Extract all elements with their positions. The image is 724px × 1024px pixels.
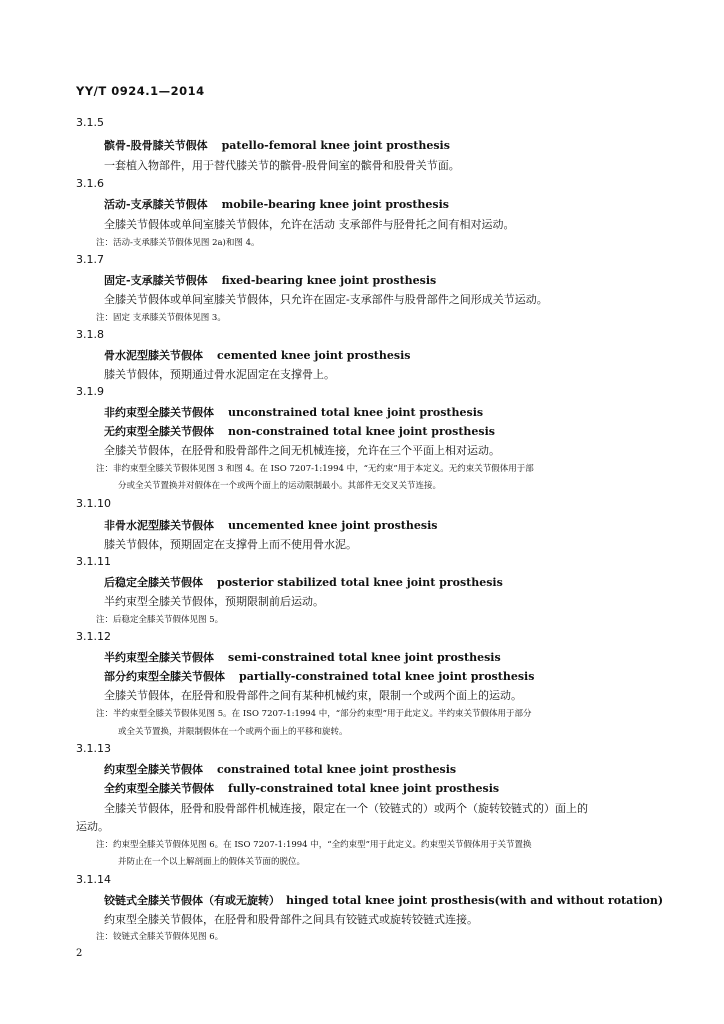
note-continuation: 分或全关节置换并对假体在一个或两个面上的运动限制最小。其部件无交叉关节连接。: [118, 481, 442, 491]
section-number: 3.1.8: [76, 328, 104, 341]
definition: 膝关节假体，预期通过骨水泥固定在支撑骨上。: [104, 368, 335, 381]
section-number: 3.1.11: [76, 555, 111, 568]
term-cn: 无约束型全膝关节假体: [104, 425, 214, 438]
note-continuation: 并防止在一个以上解剖面上的假体关节面的脱位。: [118, 857, 306, 867]
section-number: 3.1.5: [76, 116, 104, 129]
term-heading: [104, 404, 483, 420]
definition-continuation: 运动。: [76, 820, 109, 833]
term-cn: 后稳定全膝关节假体: [104, 576, 203, 589]
note: 注：铰链式全膝关节假体见图 6。: [96, 932, 224, 942]
term-heading: [104, 892, 663, 908]
term-heading: [104, 649, 501, 665]
term-heading: [104, 574, 503, 590]
section-number: 3.1.13: [76, 742, 111, 755]
note: 注：固定 支承膝关节假体见图 3。: [96, 313, 226, 323]
term-cn: 铰链式全膝关节假体（有或无旋转）: [104, 894, 280, 907]
term-en: semi-constrained total knee joint prosthesis: [228, 651, 501, 664]
page-number: 2: [76, 948, 83, 959]
definition: 全膝关节假体或单间室膝关节假体，允许在活动 支承部件与胫骨托之间有相对运动。: [104, 218, 515, 231]
term-heading: [104, 137, 450, 153]
term-en: non-constrained total knee joint prosthesis: [228, 425, 495, 438]
term-heading: [104, 196, 449, 212]
term-en: unconstrained total knee joint prosthesis: [228, 406, 484, 419]
term-cn: 全约束型全膝关节假体: [104, 782, 214, 795]
definition: 全膝关节假体或单间室膝关节假体，只允许在固定-支承部件与股骨部件之间形成关节运动。: [104, 293, 548, 306]
term-en: mobile-bearing knee joint prosthesis: [221, 198, 449, 211]
definition: 一套植入物部件，用于替代膝关节的髌骨-股骨间室的髌骨和股骨关节面。: [104, 159, 460, 172]
term-en: cemented knee joint prosthesis: [217, 349, 411, 362]
term-heading-alt: [104, 668, 534, 684]
term-en: partially-constrained total knee joint prosthesis: [239, 670, 535, 683]
term-cn: 约束型全膝关节假体: [104, 763, 203, 776]
term-cn: 非骨水泥型膝关节假体: [104, 519, 214, 532]
definition: 全膝关节假体，胫骨和股骨部件机械连接，限定在一个（铰链式的）或两个（旋转铰链式的）面上的: [104, 802, 588, 815]
term-cn: 半约束型全膝关节假体: [104, 651, 214, 664]
term-cn: 髌骨-股骨膝关节假体: [104, 139, 208, 152]
definition: 全膝关节假体，在胫骨和股骨部件之间无机械连接，允许在三个平面上相对运动。: [104, 444, 500, 457]
standard-code: YY/T 0924.1—2014: [76, 84, 205, 98]
note: 注：活动-支承膝关节假体见图 2a)和图 4。: [96, 238, 260, 248]
section-number: 3.1.7: [76, 253, 104, 266]
term-en: patello-femoral knee joint prosthesis: [221, 139, 450, 152]
term-en: fully-constrained total knee joint prosthesis: [228, 782, 500, 795]
note-continuation: 或全关节置换，并限制假体在一个或两个面上的平移和旋转。: [118, 727, 348, 737]
note: 注：半约束型全膝关节假体见图 5。在 ISO 7207-1:1994 中，“部分约束型”用于此定义。半约束关节假体用于部分: [96, 709, 532, 719]
note: 注：非约束型全膝关节假体见图 3 和图 4。在 ISO 7207-1:1994 中，“无约束”用于本定义。无约束关节假体用于部: [96, 464, 534, 474]
term-en: fixed-bearing knee joint prosthesis: [221, 274, 437, 287]
term-heading: [104, 272, 436, 288]
term-en: constrained total knee joint prosthesis: [217, 763, 457, 776]
term-cn: 固定-支承膝关节假体: [104, 274, 208, 287]
note: 注：后稳定全膝关节假体见图 5。: [96, 615, 224, 625]
term-en: posterior stabilized total knee joint prosthesis: [217, 576, 503, 589]
section-number: 3.1.14: [76, 873, 111, 886]
section-number: 3.1.6: [76, 177, 104, 190]
term-heading: [104, 517, 437, 533]
definition: 膝关节假体，预期固定在支撑骨上而不使用骨水泥。: [104, 538, 357, 551]
term-heading-alt: [104, 423, 495, 439]
definition: 半约束型全膝关节假体，预期限制前后运动。: [104, 595, 324, 608]
term-cn: 非约束型全膝关节假体: [104, 406, 214, 419]
term-heading: [104, 347, 410, 363]
term-heading: [104, 761, 456, 777]
term-cn: 骨水泥型膝关节假体: [104, 349, 203, 362]
definition: 约束型全膝关节假体，在胫骨和股骨部件之间具有铰链式或旋转铰链式连接。: [104, 913, 478, 926]
section-number: 3.1.12: [76, 630, 111, 643]
term-en: hinged total knee joint prosthesis(with and without rotation): [286, 894, 664, 907]
section-number: 3.1.9: [76, 385, 104, 398]
definition: 全膝关节假体，在胫骨和股骨部件之间有某种机械约束，限制一个或两个面上的运动。: [104, 689, 522, 702]
section-number: 3.1.10: [76, 497, 111, 510]
note: 注：约束型全膝关节假体见图 6。在 ISO 7207-1:1994 中，“全约束型”用于此定义。约束型关节假体用于关节置换: [96, 840, 532, 850]
term-en: uncemented knee joint prosthesis: [228, 519, 438, 532]
term-heading-alt: [104, 780, 499, 796]
term-cn: 活动-支承膝关节假体: [104, 198, 208, 211]
term-cn: 部分约束型全膝关节假体: [104, 670, 225, 683]
